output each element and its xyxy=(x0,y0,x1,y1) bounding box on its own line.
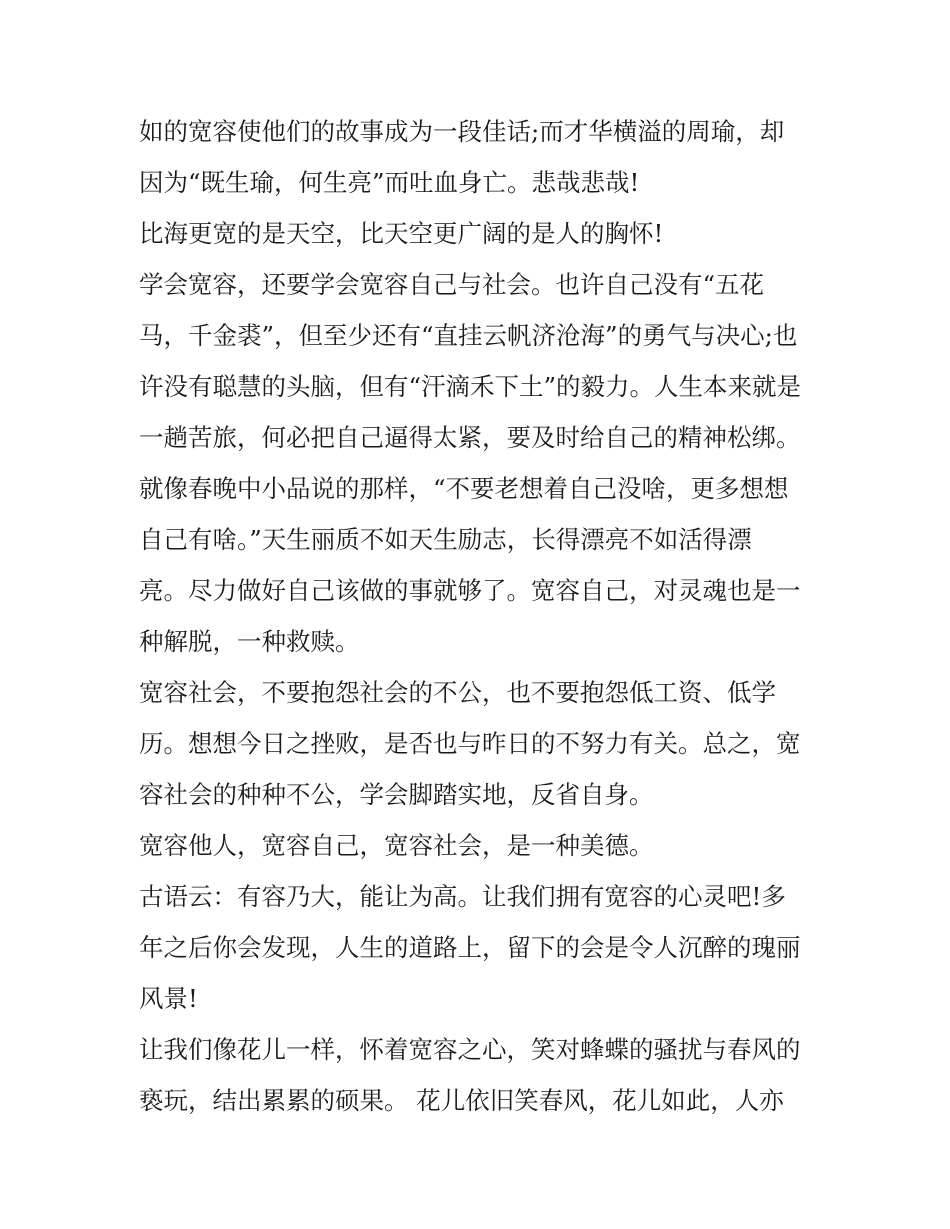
text-line: 古语云：有容乃大，能让为高。让我们拥有宽容的心灵吧!多 xyxy=(139,882,786,911)
text-line: 宽容他人，宽容自己，宽容社会，是一种美德。 xyxy=(139,831,654,860)
text-line: 比海更宽的是天空，比天空更广阔的是人的胸怀! xyxy=(139,219,664,248)
text-line: 亵玩，结出累累的硕果。 花儿依旧笑春风，花儿如此，人亦 xyxy=(139,1086,784,1115)
text-line: 自己有啥。”天生丽质不如天生励志，长得漂亮不如活得漂 xyxy=(139,525,752,554)
text-line: 历。想想今日之挫败，是否也与昨日的不努力有关。总之，宽 xyxy=(139,729,801,758)
text-line: 让我们像花儿一样，怀着宽容之心，笑对蜂蝶的骚扰与春风的 xyxy=(139,1035,801,1064)
text-line: 容社会的种种不公，学会脚踏实地，反省自身。 xyxy=(139,780,654,809)
text-line: 亮。尽力做好自己该做的事就够了。宽容自己，对灵魂也是一 xyxy=(139,576,801,605)
text-line: 马，千金裘”，但至少还有“直挂云帆济沧海”的勇气与决心;也 xyxy=(139,321,798,350)
text-line: 如的宽容使他们的故事成为一段佳话;而才华横溢的周瑜，却 xyxy=(139,117,785,146)
text-line: 种解脱，一种救赎。 xyxy=(139,627,360,656)
text-line: 宽容社会，不要抱怨社会的不公，也不要抱怨低工资、低学 xyxy=(139,678,776,707)
text-line: 许没有聪慧的头脑，但有“汗滴禾下土”的毅力。人生本来就是 xyxy=(139,372,802,401)
text-line: 一趟苦旅，何必把自己逼得太紧，要及时给自己的精神松绑。 xyxy=(139,423,801,452)
text-line: 年之后你会发现，人生的道路上，留下的会是令人沉醉的瑰丽 xyxy=(139,933,801,962)
text-line: 风景! xyxy=(139,984,198,1013)
text-line: 学会宽容，还要学会宽容自己与社会。也许自己没有“五花 xyxy=(139,270,765,299)
text-line: 就像春晚中小品说的那样，“不要老想着自己没啥，更多想想 xyxy=(139,474,789,503)
text-line: 因为“既生瑜，何生亮”而吐血身亡。悲哉悲哉! xyxy=(139,168,640,197)
document-text-body xyxy=(139,106,819,1126)
